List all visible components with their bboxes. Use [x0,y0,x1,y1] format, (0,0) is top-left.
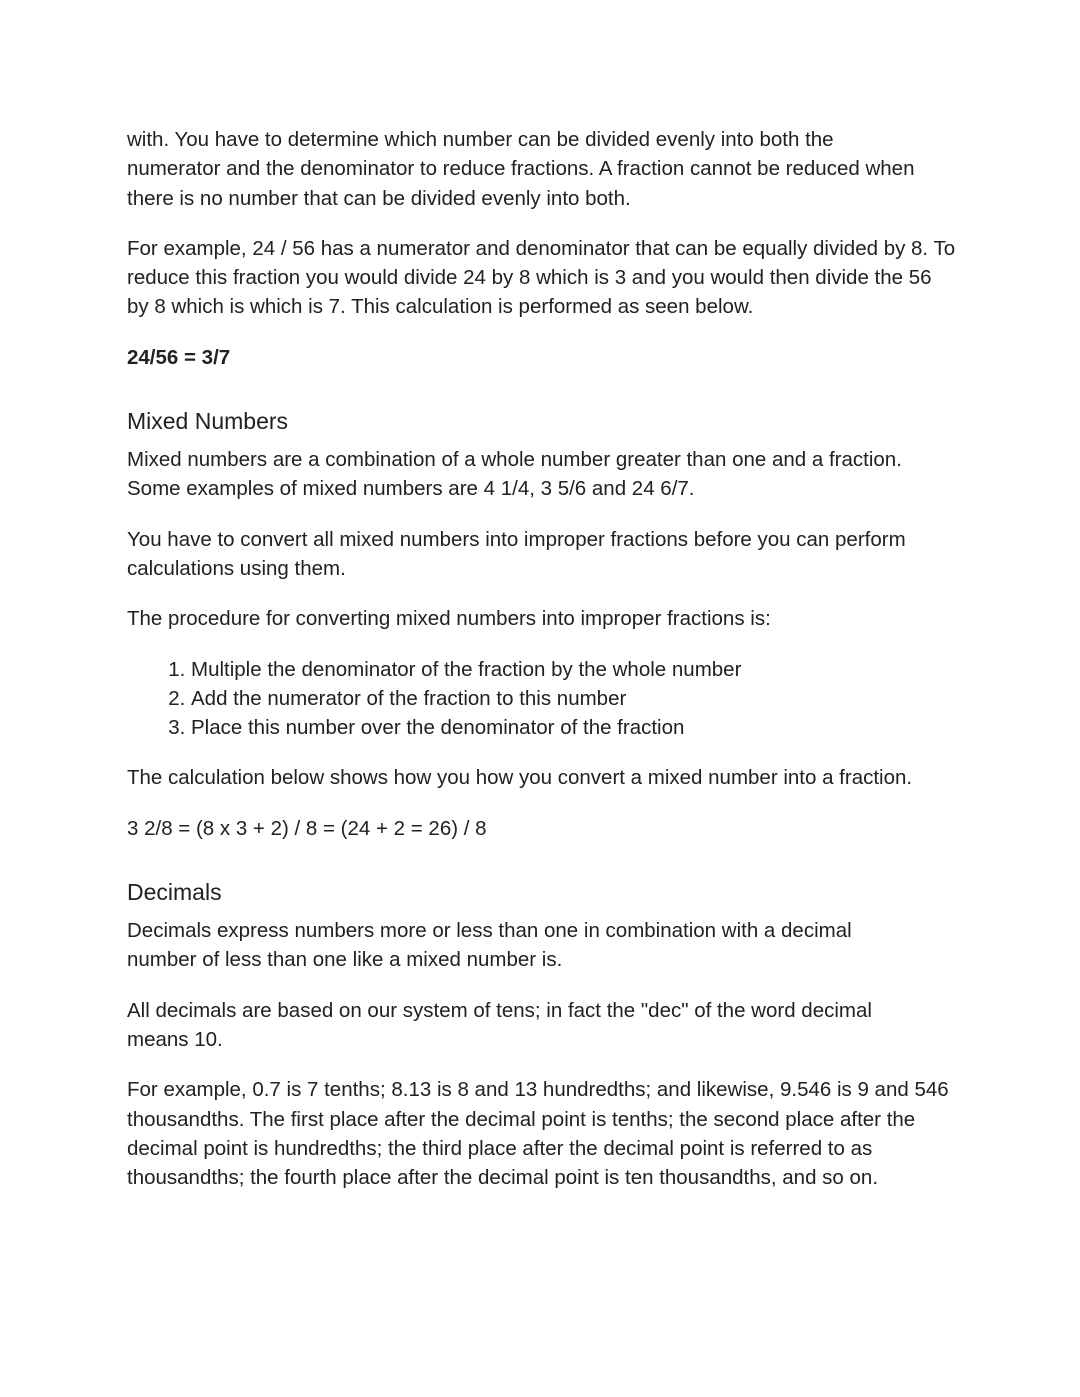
paragraph-decimals-example: For example, 0.7 is 7 tenths; 8.13 is 8 and 13 hundredths; and likewise, 9.546 is 9 and 546 thousandths. The first place after the decimal point is tenths; the second place after the decimal point is hundredths; the third place after the decimal point is referred to as thousandths; the fourth place after the decimal point is ten thousandths, and so on. [127,1078,949,1190]
procedure-steps-list [127,655,957,743]
procedure-step: 3. Place this number over the denominator of the fraction [191,713,957,742]
paragraph-mixed-definition: Mixed numbers are a combination of a whole number greater than one and a fraction. Some examples of mixed numbers are 4 1/4, 3 5/6 and 24 6/7. [127,448,902,501]
paragraph-mixed-procedure: The procedure for converting mixed numbers into improper fractions is: [127,607,771,631]
paragraph-decimals-tens: All decimals are based on our system of tens; in fact the "dec" of the word decimal means 10. [127,998,872,1051]
procedure-step: 1. Multiple the denominator of the fraction by the whole number [191,655,957,684]
formula-mixed: 3 2/8 = (8 x 3 + 2) / 8 = (24 + 2 = 26) / 8 [127,816,487,840]
paragraph-mixed-convert: You have to convert all mixed numbers into improper fractions before you can perform calculations using them. [127,527,906,580]
procedure-step: 2. Add the numerator of the fraction to this number [191,684,957,713]
paragraph-mixed-calculation: The calculation below shows how you how you convert a mixed number into a fraction. [127,766,913,790]
paragraph-decimals-definition: Decimals express numbers more or less than one in combination with a decimal number of less than one like a mixed number is. [127,919,852,972]
heading-decimals: Decimals [127,879,222,906]
paragraph-reduce-example: For example, 24 / 56 has a numerator and denominator that can be equally divided by 8. To reduce this fraction you would divide 24 by 8 which is 3 and you would then divide the 56 by 8 which is which is 7. This calculation is performed as seen below. [127,236,956,319]
paragraph-reduce-fractions: with. You have to determine which number can be divided evenly into both the numerator and the denominator to reduce fractions. A fraction cannot be reduced when there is no number that can be divided evenly into both. [127,128,915,210]
formula-reduce: 24/56 = 3/7 [127,345,231,369]
heading-mixed-numbers: Mixed Numbers [127,408,289,435]
document-page [127,125,957,1213]
